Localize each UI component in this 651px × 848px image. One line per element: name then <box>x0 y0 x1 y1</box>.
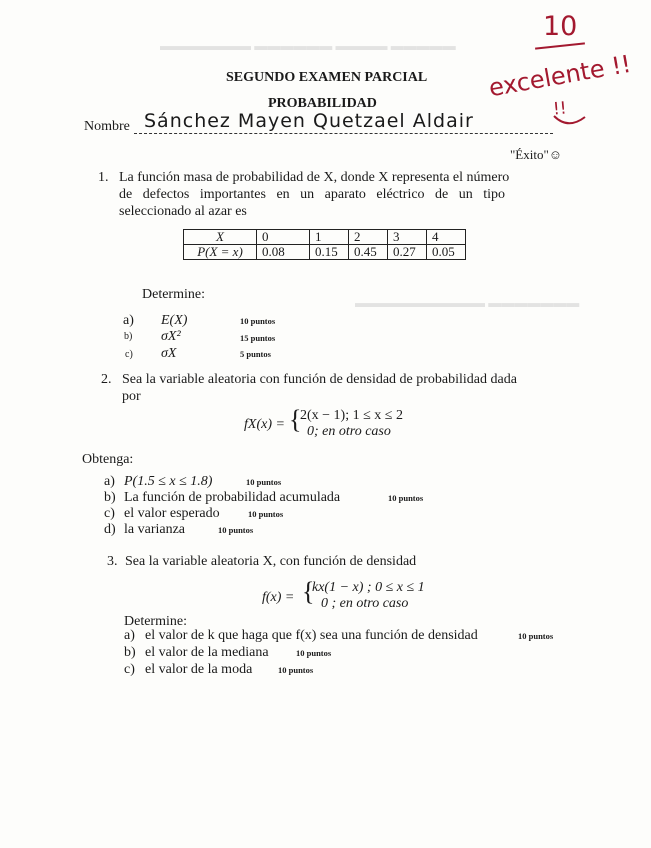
table-header-x: X <box>184 230 257 245</box>
table-cell: 1 <box>310 230 349 245</box>
q2-function-name: fX(x) = <box>244 417 285 432</box>
q2-item-text: la varianza <box>124 522 186 537</box>
q3-item-label: a) <box>124 628 135 643</box>
q1-item-expr: σX <box>161 346 177 361</box>
pmf-table <box>183 229 466 260</box>
q1-item-label: a) <box>123 313 134 328</box>
q3-item-points: 10 puntos <box>296 648 332 658</box>
q3-item-text: el valor de la moda <box>145 662 253 677</box>
q2-item-label: a) <box>104 474 115 489</box>
q2-case-1: 2(x − 1); 1 ≤ x ≤ 2 <box>300 408 403 423</box>
table-row <box>184 245 466 260</box>
table-cell: 0 <box>257 230 310 245</box>
q2-text-line-1: Sea la variable aleatoria con función de densidad de probabilidad dada <box>122 372 517 387</box>
q2-item-label: b) <box>104 490 116 505</box>
student-name-handwritten: Sánchez Mayen Quetzael Aldair <box>144 110 474 132</box>
table-cell: 0.08 <box>257 245 310 260</box>
q3-item-text: el valor de k que haga que f(x) sea una función de densidad <box>145 628 478 643</box>
table-cell: 0.05 <box>427 245 466 260</box>
table-cell: 4 <box>427 230 466 245</box>
q1-item-points: 5 puntos <box>240 349 271 359</box>
grade-underline <box>535 42 585 49</box>
q2-item-text: La función de probabilidad acumulada <box>124 490 341 505</box>
exam-subject: PROBABILIDAD <box>268 96 377 111</box>
q1-item-points: 15 puntos <box>240 333 276 343</box>
q3-case-1: kx(1 − x) ; 0 ≤ x ≤ 1 <box>312 580 425 595</box>
grade-mark: !! <box>552 98 568 120</box>
q2-item-points: 10 puntos <box>388 493 424 503</box>
table-header-px: P(X = x) <box>184 245 257 260</box>
q2-number: 2. <box>101 372 112 387</box>
q3-case-2: 0 ; en otro caso <box>321 596 409 611</box>
piecewise-brace: { <box>302 577 315 606</box>
q2-case-2: 0; en otro caso <box>307 424 391 439</box>
q3-item-text: el valor de la mediana <box>145 645 269 660</box>
q3-item-label: c) <box>124 662 135 677</box>
q1-text-line-2: de defectos importantes en un aparato eléctrico de un tipo <box>119 187 506 202</box>
q1-item-expr: E(X) <box>161 313 188 328</box>
name-label: Nombre <box>84 119 130 134</box>
smile-mark-icon <box>552 112 588 130</box>
q1-determine: Determine: <box>142 287 205 302</box>
q3-item-points: 10 puntos <box>278 665 314 675</box>
piecewise-brace: { <box>289 405 302 434</box>
q3-number: 3. <box>107 554 118 569</box>
q3-text: Sea la variable aleatoria X, con función de densidad <box>125 554 417 569</box>
q2-item-text: el valor esperado <box>124 506 220 521</box>
q1-number: 1. <box>98 170 109 185</box>
q2-item-label: d) <box>104 522 116 537</box>
q2-item-text: P(1.5 ≤ x ≤ 1.8) <box>124 474 213 489</box>
q1-item-expr: σX² <box>161 329 181 344</box>
table-cell: 0.45 <box>349 245 388 260</box>
q1-text-line-1: La función masa de probabilidad de X, donde X representa el número <box>119 170 510 185</box>
q1-item-label: c) <box>125 349 133 360</box>
q2-item-points: 10 puntos <box>246 477 282 487</box>
q1-item-label: b) <box>124 331 133 342</box>
q1-item-points: 10 puntos <box>240 316 276 326</box>
q3-determine: Determine: <box>124 614 187 629</box>
exam-title: SEGUNDO EXAMEN PARCIAL <box>226 70 428 85</box>
table-cell: 0.15 <box>310 245 349 260</box>
exito-greeting: "Éxito"☺ <box>510 147 563 162</box>
name-underline <box>134 133 553 134</box>
q2-item-points: 10 puntos <box>218 525 254 535</box>
bleed-through-text: ▬▬▬▬▬▬▬ ▬▬▬▬▬▬▬▬▬▬ <box>355 295 580 310</box>
q1-text-line-3: seleccionado al azar es <box>119 204 247 219</box>
q3-function-name: f(x) = <box>262 590 295 605</box>
grade-comment: excelente !! <box>486 49 634 103</box>
table-cell: 0.27 <box>388 245 427 260</box>
q3-item-label: b) <box>124 645 136 660</box>
table-cell: 2 <box>349 230 388 245</box>
q3-item-points: 10 puntos <box>518 631 554 641</box>
q2-item-points: 10 puntos <box>248 509 284 519</box>
q2-obtenga: Obtenga: <box>82 452 134 467</box>
table-cell: 3 <box>388 230 427 245</box>
table-row <box>184 230 466 245</box>
bleed-through-text: ▬▬▬▬▬ ▬▬▬▬ ▬▬▬▬▬▬ ▬▬▬▬▬▬▬ <box>160 38 456 53</box>
q2-item-label: c) <box>104 506 115 521</box>
grade-score: 10 <box>543 11 578 42</box>
q2-text-line-2: por <box>122 389 141 404</box>
